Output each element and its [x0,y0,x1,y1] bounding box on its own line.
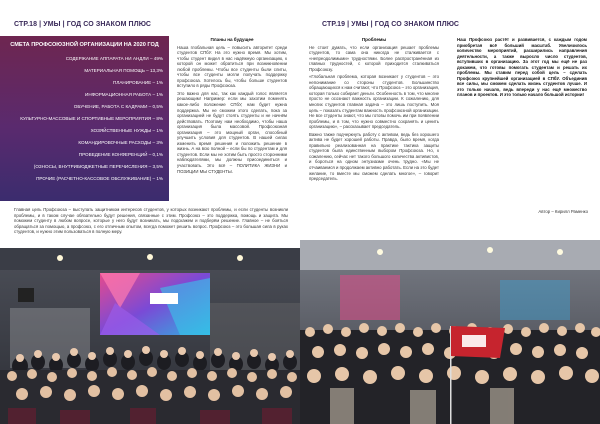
conference-photo-left [0,248,300,424]
budget-panel [0,36,169,201]
problems-paragraph: Важно также подчеркнуть работу с активом, ведь без хорошего актива не будет хорошей работы. Правда, было время, когда правильно реализованная на практике тактика защиты студентов была единственным выбором Профсоюза. Но, к сожалению, сейчас нет такого большого количества активистов, и бороться на одном энтузиазме очень трудно. «Мы не отчаиваемся и продолжаем активно работать. Если на это будет желание, то вместе мы сможем сделать многое», – говорит председатель. [309,131,439,182]
plans-heading: Планы на будущее [210,37,254,42]
budget-row: МАТЕРИАЛЬНАЯ ПОМОЩЬ – 13,3% [84,68,163,74]
conference-photo-left-image [0,248,300,424]
budget-row: КУЛЬТУРНО-МАССОВЫЕ И СПОРТИВНЫЕ МЕРОПРИЯТИЯ – 8% [20,116,163,122]
budget-row: ПЛАНИРОВАНИЕ – 1% [113,80,163,86]
problems-paragraph: «Глобальная проблема, которая возникает у студентов – это непонимание со стороны студентов. Большинство обращающихся к нам считают, что Профсоюз – это организация, которая только собирает деньги. Особенность в том, что многие просто не осознают важность организации. К сожалению, для многих студентов главная задача – это лишь поступить. Моя цель – показать студентам важность профсоюзной организации. Не все студенты знают, что мы готовы помочь им при появлении проблемы, и в том, что нужно совместно сохранять и ценить организацию», – рассказывает председатель. [309,74,439,130]
budget-row: СОДЕРЖАНИЕ АППАРАТА НИ АНДЛИ – 49% [65,56,163,61]
growth-column [457,37,587,137]
plans-paragraph: Наша глобальная цель – повысить авторитет среди студентов СПбУ. На это нужно время. Мы хотим, чтобы студент видел в нас надёжную организацию, к которой он может обратиться при возникновении любой проблемы. Чтобы все студенты были слиты, чтобы все студенты могли получать поддержку профсоюза. Хотелось бы, чтобы больше студентов вступило в ряды Профсоюза. [177,44,287,89]
problems-heading: Проблемы [361,37,387,42]
budget-row: ОБУЧЕНИЕ, РАБОТА С КАДРАМИ – 0,5% [73,104,163,110]
plans-column [177,37,287,205]
growth-paragraph: Наш Профсоюз растёт и развивается, с каждым годом приобретая всё больший масштаб. Увеличилось количество мероприятий, расширились направления деятельности, а также выросло число студентов, вступивших в организацию. За этот год мы ещё не раз докажем, что готовы помогать студентам и решать их проблемы. Мы ставим перед собой цель – сделать Профсоюз крупнейшей организацией в СПбУ. Объединив все силы, мы сможем сделать жизнь студентов лучше. И это только начало, ведь впереди у нас ещё множество планов и проектов. И это только начало большой истории! [457,37,587,98]
problems-column [309,37,439,215]
budget-row: ИНФОРМАЦИОННАЯ РАБОТА – 1% [85,92,163,98]
conference-photo-right [300,240,600,424]
author-credit: Автор – Кирилл Раменко [538,209,588,214]
conference-photo-right-image [300,240,600,424]
lower-paragraph: Главная цель Профсоюза – выступать защитником интересов студентов, у которых возникают проблемы, и если студенты возникли проблемы, и в таком случае обязательно будут решения, связанные с этим. Профсоюз – это поддержка, помощь и защита. Мы поможем студенту в любом вопросе, которые у него будут возникать, мы подскажем и подберём решение. Главное – не бояться обращаться за помощью, а профсоюз, с его отличным опытом, всегда поможет решить вопрос. Профсоюз – это большая сила в руках студентов, и нужно этим пользоваться в полную меру. [14,207,288,235]
budget-title: СМЕТА ПРОФСОЮЗНОЙ ОРГАНИЗАЦИИ НА 2020 ГОД [10,42,159,48]
budget-row: ПРОВЕДЕНИЕ КОНФЕРЕНЦИЙ – 0,1% [78,152,163,158]
budget-row: КОМАНДИРОВОЧНЫЕ РАСХОДЫ – 3% [78,140,163,146]
page-header: СТР.18 | УМЫ | ГОД СО ЗНАКОМ ПЛЮС [14,21,152,28]
budget-row: ХОЗЯЙСТВЕННЫЕ НУЖДЫ – 1% [90,128,163,134]
lower-text [14,207,288,240]
plans-paragraph: Это важно для нас, так как каждый голос является решающим! Например: если мы захотим поменять какое-либо положение СПбУ, нам будет нужна поддержка. Мы не сможем этого сделать, пока за организацией не будут стоять студенты и не начнём действовать. Поэтому нам необходимо, чтобы наша организация была массовой. Профсоюзная организация – это мощный орган, способный улучшить условия для студентов. В нашей силах изменить время решения и положить решение в жизнь. А на всю полной – если бы по студентам и для студентов. Если мы не хотим быть просто сторонними наблюдателями, мы должны присоединиться и участвовать. Это всё – ПОЛИТИКА ЖИЗНИ и ПОЗИЦИИ МЫ СТУДЕНТЫ. [177,90,287,174]
budget-row: ПРОЧИЕ (РАСЧЕТНО-КАССОВОЕ ОБСЛУЖИВАНИЕ) – 1% [36,176,163,182]
right-page [300,0,600,424]
budget-row: (ОЗНОСЫ, ВНУТРИБЮДЖЕТНЫЕ ПЕРЕЧИСЛЕНИЯ – 3,5% [33,164,163,170]
problems-paragraph: Не стоит думать, что если организация решает проблемы студентов, то сама она никогда не сталкивается с «непреодолимыми» трудностями. Более распространённая из главных трудностей, с которой приходится сталкиваться Профсоюзу. [309,44,439,72]
page-header: СТР.19 | УМЫ | ГОД СО ЗНАКОМ ПЛЮС [322,21,460,28]
